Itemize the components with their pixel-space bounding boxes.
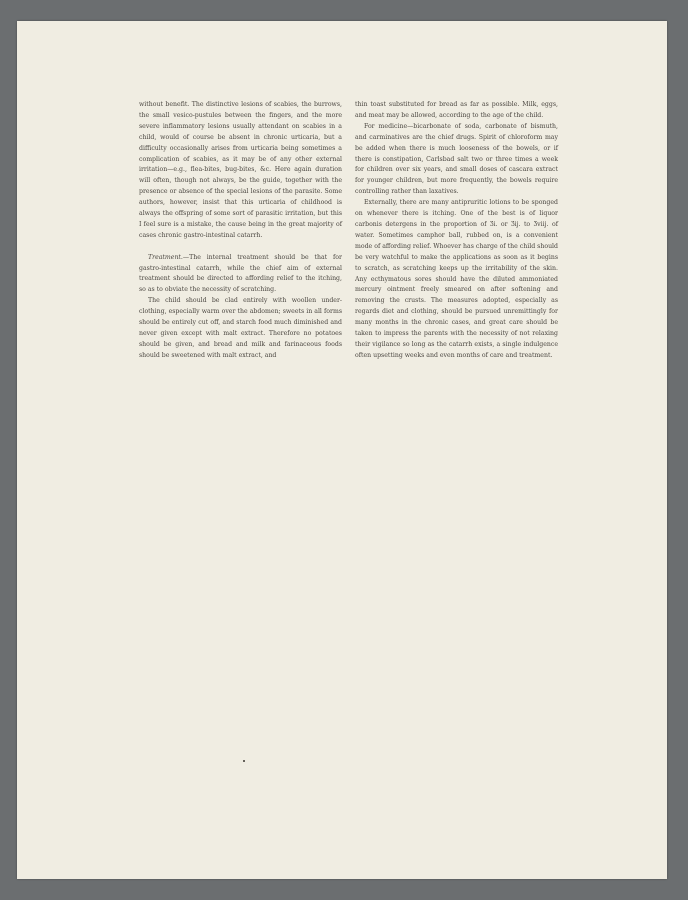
document-page xyxy=(17,21,667,879)
treatment-body: —The internal treatment should be that for gastro-intestinal catarrh, while the chief aim of external treatment should be directed to affording relief to the itching, so as to obviate the necessity of scratching. xyxy=(139,253,342,294)
paragraph-scabies-urticaria: without benefit. The distinctive lesions of scabies, the burrows, the small vesico-pustules between the fingers, and the more severe inflammatory lesions usually attendant on scabies in a child, would of course be absent in chronic urticaria, but a difficulty occasionally arises from urticaria being sometimes a complication of scabies, as it may be of any other external irritation—e.g., flea-bites, bug-bites, &c. Here again duration will often, though not always, be the guide, together with the presence or absence of the special lesions of the parasite. Some authors, however, insist that this urticaria of childhood is always the offspring of some sort of parasitic irritation, but this I feel sure is a mistake, the cause being in the great majority of cases chronic gastro-intestinal catarrh. xyxy=(139,101,342,239)
paragraph-medicine: For medicine—bicarbonate of soda, carbonate of bismuth, and carminatives are the chief drugs. Spirit of chloroform may be added when there is much looseness of the bowels, or if there is constipation, Carlsbad salt two or three times a week for children over six years, and small doses of cascara extract for younger children, but more frequently, the bowels require controlling rather than laxatives. xyxy=(355,122,558,196)
paragraph-clothing-diet: The child should be clad entirely with woollen under-clothing, especially warm over the abdomen; sweets in all forms should be entirely cut off, and starch food much diminished and never given except with malt extract. Therefore no potatoes should be given, and bread and milk and farinaceous foods should be sweetened with malt extract, and xyxy=(139,297,342,359)
left-text-column xyxy=(139,100,342,362)
right-text-column xyxy=(355,100,558,362)
page-mark-dot xyxy=(243,760,245,762)
paragraph-external-lotions: Externally, there are many antipruritic lotions to be sponged on whenever there is itching. One of the best is of liquor carbonis detergens in the proportion of Ʒi. or Ʒij. to Ʒviij. of water. Sometimes camphor ball, rubbed on, is a convenient mode of affording relief. Whoever has charge of the child should be very watchful to make the applications as soon as it begins to scratch, as scratching keeps up the irritability of the skin. Any ecthymatous sores should have the diluted ammoniated mercury ointment freely smeared on after softening and removing the crusts. The measures adopted, especially as regards diet and clothing, should be pursued unremittingly for many months in the chronic cases, and great care should be taken to impress the parents with the necessity of not relaxing their vigilance so long as the catarrh exists, a single indulgence often upsetting weeks and even months of care and treatment. xyxy=(355,199,558,359)
paragraph-toast: thin toast substituted for bread as far as possible. Milk, eggs, and meat may be allowed, according to the age of the child. xyxy=(355,101,558,119)
paragraph-treatment xyxy=(139,253,342,297)
treatment-heading: Treatment. xyxy=(148,253,183,261)
